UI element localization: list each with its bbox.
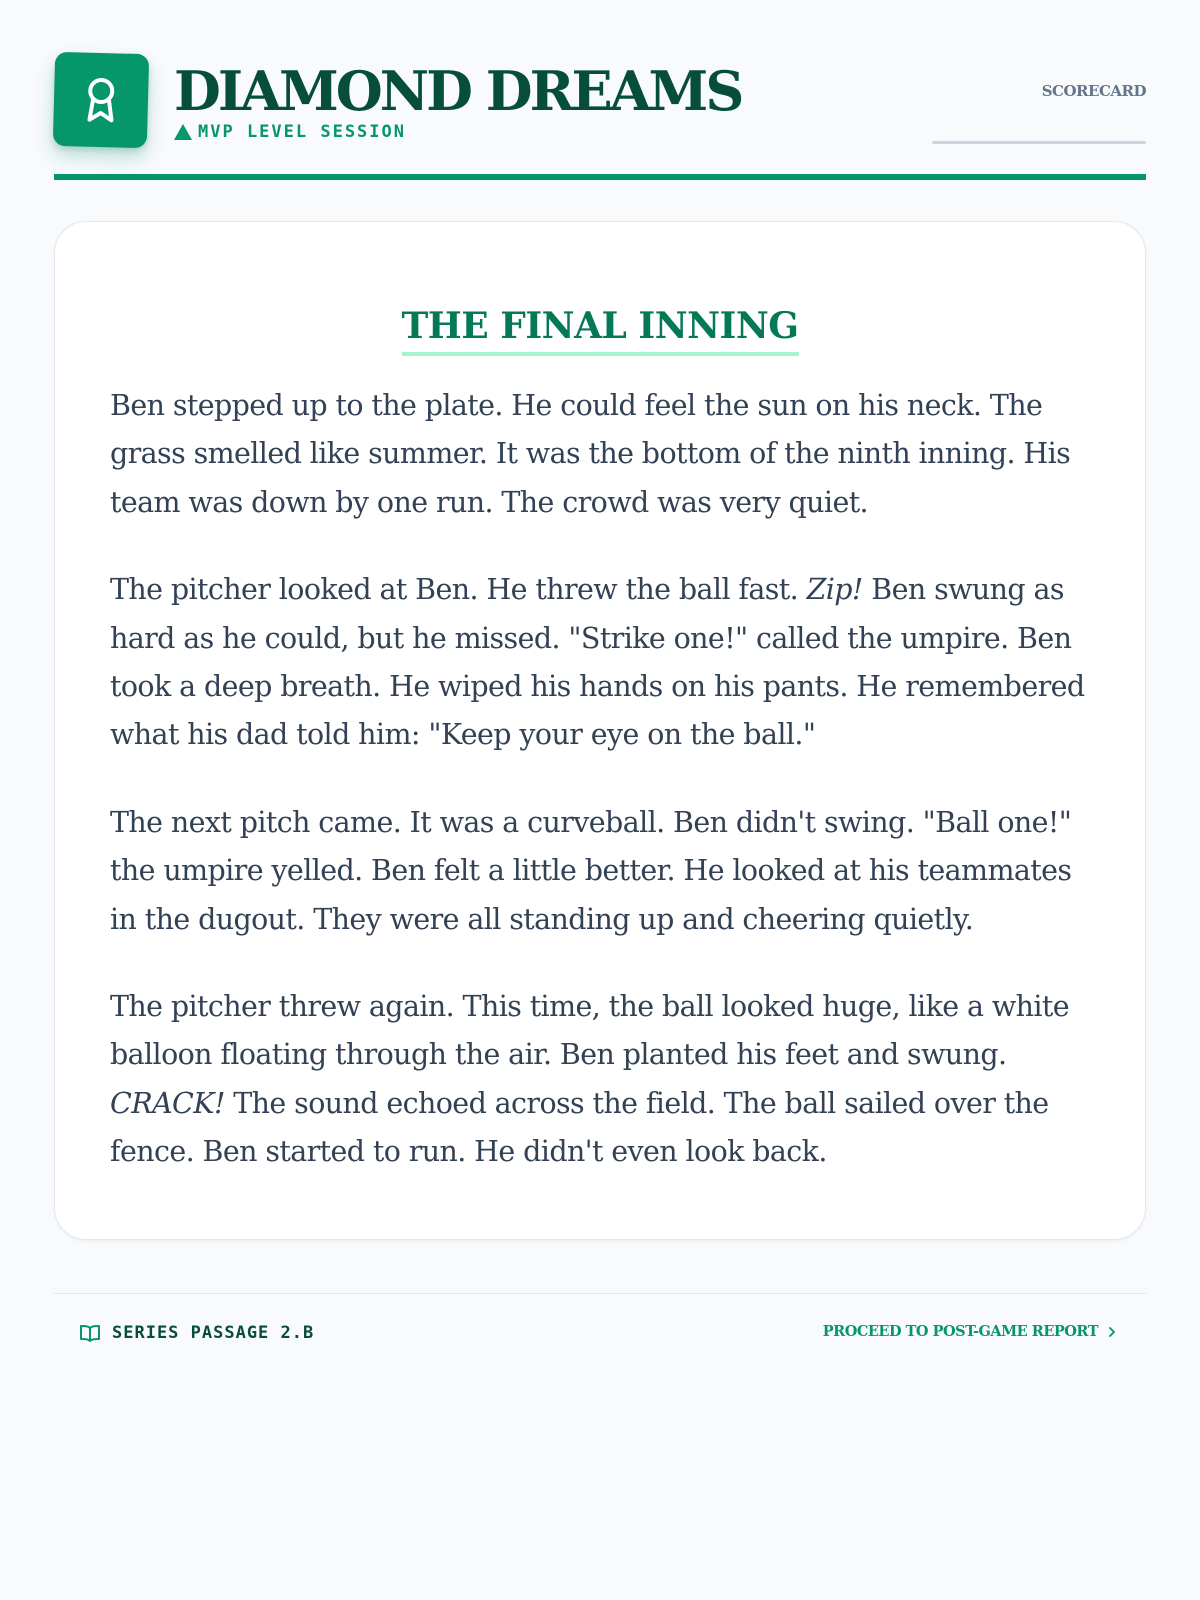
series-passage-label: SERIES PASSAGE 2.B — [112, 1323, 315, 1343]
paragraph-2-after: Ben swung as hard as he could, but he missed. "Strike one!" called the umpire. Ben took a deep breath. He wiped his hands on his pants. He remembered what his dad told him: "Keep your eye on the ball." — [110, 573, 1085, 752]
paragraph-4-after: The sound echoed across the field. The ball sailed over the fence. Ben started to run. He didn't even look back. — [110, 1086, 1049, 1169]
logo-badge — [53, 52, 149, 148]
proceed-button[interactable] — [823, 1323, 1116, 1340]
triangle-up-icon — [174, 124, 192, 140]
open-book-icon — [80, 1324, 100, 1342]
story-paragraph-2 — [110, 566, 1100, 760]
paragraph-4-emphasis: CRACK! — [110, 1086, 225, 1120]
story-title: THE FINAL INNING — [402, 304, 799, 356]
header — [54, 0, 1146, 180]
story-card — [54, 221, 1146, 1240]
paragraph-2-before: The pitcher looked at Ben. He threw the ball fast. — [110, 573, 807, 607]
story-paragraph-3: The next pitch came. It was a curveball. Ben didn't swing. "Ball one!" the umpire yelled. Ben felt a little better. He looked at his teammates in the dugout. They were all standing up and cheering quietly. — [110, 805, 1072, 936]
paragraph-4-before: The pitcher threw again. This time, the ball looked huge, like a white balloon floating through the air. Ben planted his feet and swung. — [110, 990, 1070, 1072]
level-label-text: MVP LEVEL SESSION — [198, 122, 406, 142]
paragraph-2-emphasis: Zip! — [806, 573, 863, 607]
page — [54, 0, 1146, 1343]
series-passage — [80, 1323, 314, 1343]
chevron-right-icon — [1108, 1326, 1116, 1338]
story-title-wrap — [55, 280, 1145, 380]
level-label — [174, 122, 406, 142]
scorecard[interactable] — [932, 82, 1146, 144]
story-paragraph-1: Ben stepped up to the plate. He could feel the sun on his neck. The grass smelled like summer. It was the bottom of the ninth inning. His team was down by one run. The crowd was very quiet. — [110, 389, 1071, 519]
scorecard-label: SCORECARD — [1041, 82, 1146, 100]
story-body — [110, 382, 1100, 1216]
brand-title: DIAMOND DREAMS — [174, 59, 742, 123]
footer-divider — [54, 1293, 1146, 1294]
proceed-label: PROCEED TO POST-GAME REPORT — [822, 1323, 1098, 1340]
header-divider — [54, 174, 1146, 180]
scorecard-progress-track — [932, 141, 1146, 144]
award-ribbon-icon — [82, 76, 119, 125]
story-paragraph-4 — [110, 983, 1100, 1177]
